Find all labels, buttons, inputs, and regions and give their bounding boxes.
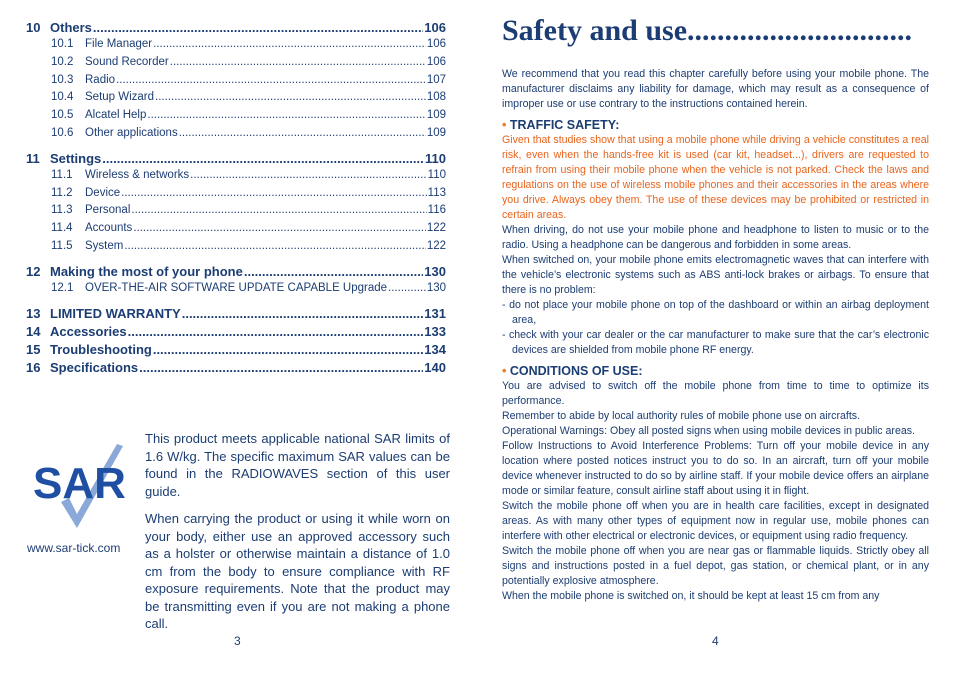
body-paragraph: Switch the mobile phone off when you are in health care facilities, except in designated areas. As with many other types of equipment now in regular use, mobile phones can interfere with other electrical or electronic devices, or equipment using radio frequency. [502, 500, 929, 542]
toc-title: Settings [50, 150, 102, 166]
page-title: Safety and use.............................. [502, 14, 913, 47]
toc-leader [131, 204, 426, 216]
toc-page: 108 [426, 91, 446, 104]
toc-number: 10.3 [51, 73, 74, 86]
toc-subsection-entry[interactable] [26, 74, 446, 92]
toc-section-entry[interactable] [26, 360, 446, 378]
toc-number: 12 [26, 263, 41, 279]
toc-leader [102, 151, 424, 166]
toc-number: 10.5 [51, 109, 74, 122]
toc-title: Wireless & networks [85, 168, 190, 181]
body-paragraph: Remember to abide by local authority rules of mobile phone use on aircrafts. [502, 410, 861, 422]
toc-subsection-entry[interactable] [26, 240, 446, 258]
toc-title: Accounts [85, 222, 133, 235]
toc-page: 109 [426, 126, 446, 139]
toc-title: Personal [85, 204, 131, 217]
toc-number: 12.1 [51, 281, 74, 294]
toc-number: 10 [26, 20, 41, 35]
toc-number: 13 [26, 305, 41, 321]
toc-number: 10.4 [51, 91, 74, 104]
traffic-safety-heading [502, 118, 929, 133]
toc-title: Sound Recorder [85, 55, 169, 68]
sar-logo-text: SAR [33, 459, 126, 508]
toc-section-entry[interactable] [26, 151, 446, 169]
toc-section-entry[interactable] [26, 20, 446, 38]
toc-leader [153, 342, 423, 357]
toc-leader [388, 282, 426, 294]
toc-page: 109 [426, 109, 446, 122]
sar-url: www.sar-tick.com [27, 541, 121, 555]
toc-page: 130 [426, 281, 446, 294]
toc-leader [93, 20, 423, 35]
heading-text: TRAFFIC SAFETY: [509, 118, 620, 132]
toc-number: 11.3 [51, 204, 73, 217]
intro-paragraph: We recommend that you read this chapter carefully before using your mobile phone. The manufacturer disclaims any liability for damage, which may result as a consequence of improper use or use contrary to the instructions contained herein. [502, 68, 929, 110]
toc-leader [155, 91, 426, 103]
sar-paragraph: When carrying the product or using it while worn on your body, either use an approved accessory such as a holster or otherwise maintain a distance of 1.0 cm from the body to ensure compliance with RF exposure requirements. Note that the product may be transmitting even if you are not making a phone call. [145, 511, 450, 631]
body-paragraph: When the mobile phone is switched on, it should be kept at least 15 cm from any [502, 590, 880, 602]
toc-leader [124, 240, 425, 252]
toc-number: 11.2 [51, 186, 73, 199]
toc-leader [133, 222, 426, 234]
toc-title: Radio [85, 73, 116, 86]
toc-title: Others [50, 20, 92, 35]
toc-page: 122 [426, 222, 446, 235]
toc-title: Accessories [50, 323, 127, 339]
safety-body [502, 67, 929, 604]
toc-subsection-entry[interactable] [26, 222, 446, 240]
toc-leader [147, 109, 425, 121]
dash-item: - check with your car dealer or the car manufacturer to make sure that the car’s electronic devices are shielded from mobile phone RF energy. [502, 329, 929, 356]
toc-page: 113 [427, 186, 446, 199]
toc-page: 140 [424, 359, 446, 375]
toc-page: 107 [426, 73, 446, 86]
page-number: 4 [712, 634, 719, 648]
toc-section-entry[interactable] [26, 264, 446, 282]
toc-subsection-entry[interactable] [26, 38, 446, 56]
toc-page: 110 [427, 168, 446, 181]
toc-title: File Manager [85, 38, 153, 50]
toc-number: 11 [26, 150, 40, 166]
toc-title: Alcatel Help [85, 109, 147, 122]
toc-title: OVER-THE-AIR SOFTWARE UPDATE CAPABLE Upgrade [85, 281, 388, 294]
toc-page: 116 [427, 204, 446, 217]
toc-title: Troubleshooting [50, 341, 152, 357]
dash-item: - do not place your mobile phone on top of the dashboard or within an airbag deployment area, [502, 299, 929, 326]
toc-number: 10.6 [51, 126, 74, 139]
conditions-heading [502, 364, 929, 379]
traffic-warning: Given that studies show that using a mobile phone while driving a vehicle constitutes a real risk, even when the hands-free kit is used (car kit, headset...), drivers are requested to refrain from using their mobile phone when the vehicle is not parked. Check the laws and regulations on the use of wireless mobile phones and their accessories in the areas where you drive. Always obey them. The use of these devices may be prohibited or restricted in certain areas. [502, 134, 929, 221]
toc-subsection-entry[interactable] [26, 109, 446, 127]
toc-page: 134 [424, 341, 446, 357]
toc-leader [139, 360, 423, 375]
toc-title: Making the most of your phone [50, 263, 243, 279]
toc-leader [244, 264, 423, 279]
toc-number: 11.5 [51, 239, 73, 252]
toc-number: 10.1 [51, 38, 74, 50]
toc-number: 10.2 [51, 55, 74, 68]
sar-paragraph: This product meets applicable national SAR limits of 1.6 W/kg. The specific maximum SAR values can be found in the RADIOWAVES section of this user guide. [145, 431, 450, 499]
body-paragraph: Operational Warnings: Obey all posted signs when using mobile devices in public areas. [502, 425, 915, 437]
toc-leader [128, 324, 424, 339]
toc-subsection-entry[interactable] [26, 56, 446, 74]
toc-page: 110 [425, 150, 446, 166]
toc-title: Specifications [50, 359, 139, 375]
body-paragraph: When driving, do not use your mobile phone and headphone to listen to music or to the radio. Using a headphone can be dangerous and forbidden in some areas. [502, 224, 929, 251]
toc-number: 15 [26, 341, 41, 357]
toc-subsection-entry[interactable] [26, 169, 446, 187]
toc-title: Setup Wizard [85, 91, 155, 104]
toc-title: System [85, 239, 124, 252]
toc-leader [116, 74, 426, 86]
page-number: 3 [234, 634, 241, 648]
toc-title: LIMITED WARRANTY [50, 305, 181, 321]
body-paragraph: You are advised to switch off the mobile phone from time to time to optimize its performance. [502, 380, 929, 407]
sar-notice [145, 430, 450, 643]
toc-page: 131 [424, 305, 446, 321]
toc-page: 133 [424, 323, 446, 339]
bullet-icon: • [502, 118, 507, 132]
toc-number: 11.1 [51, 168, 73, 181]
toc-subsection-entry[interactable] [26, 204, 446, 222]
table-of-contents [26, 20, 446, 378]
toc-section-entry[interactable] [26, 306, 446, 324]
toc-leader [121, 187, 427, 199]
toc-page: 122 [426, 239, 446, 252]
toc-title: Device [85, 186, 121, 199]
bullet-icon: • [502, 364, 507, 378]
body-paragraph: Follow Instructions to Avoid Interference Problems: Turn off your mobile device in any location where posted notices instruct you to do so. In an aircraft, turn off your mobile device whenever instructed to do so by airline staff. If your mobile device offers an airplane mode or similar feature, consult airline staff about using it in flight. [502, 440, 929, 497]
toc-leader [170, 56, 426, 68]
toc-number: 16 [26, 359, 41, 375]
toc-subsection-entry[interactable] [26, 91, 446, 109]
toc-section-entry[interactable] [26, 324, 446, 342]
toc-page: 106 [426, 38, 446, 50]
toc-subsection-entry[interactable] [26, 127, 446, 145]
toc-page: 106 [426, 55, 446, 68]
toc-leader [179, 127, 426, 139]
toc-page: 130 [424, 263, 446, 279]
toc-leader [182, 306, 424, 321]
toc-leader [153, 38, 426, 50]
toc-title: Other applications [85, 126, 178, 139]
body-paragraph: Switch the mobile phone off when you are near gas or flammable liquids. Strictly obey all signs and instructions posted in a fuel depot, gas station, or chemical plant, or in any potentially explosive atmosphere. [502, 545, 929, 587]
toc-section-entry[interactable] [26, 342, 446, 360]
toc-subsection-entry[interactable] [26, 282, 446, 300]
sar-tick-logo [31, 440, 131, 536]
toc-page: 106 [424, 20, 446, 35]
toc-number: 11.4 [51, 222, 73, 235]
toc-subsection-entry[interactable] [26, 187, 446, 205]
toc-leader [190, 169, 426, 181]
toc-number: 14 [26, 323, 41, 339]
heading-text: CONDITIONS OF USE: [509, 364, 643, 378]
right-page [477, 0, 954, 678]
body-paragraph: When switched on, your mobile phone emits electromagnetic waves that can interfere with the vehicle’s electronic systems such as ABS anti-lock brakes or airbags. To ensure that there is no problem: [502, 254, 929, 296]
